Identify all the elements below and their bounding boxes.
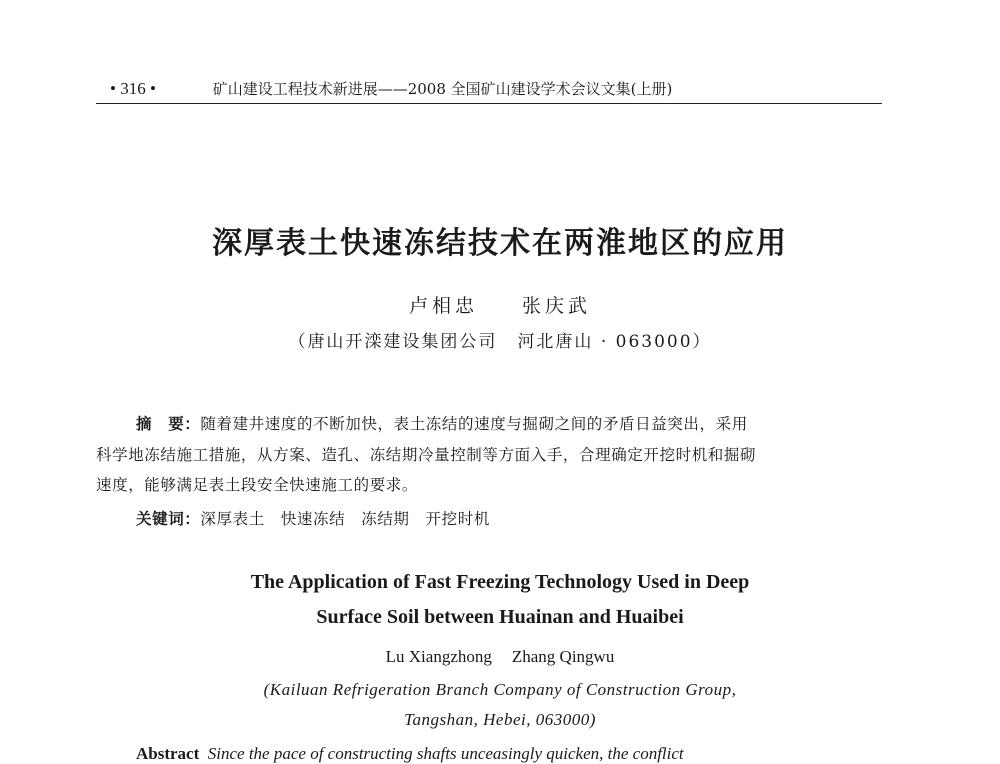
chinese-affiliation xyxy=(0,327,1000,352)
abstract-zh-line-1 xyxy=(136,412,748,434)
affiliation-org: 唐山开滦建设集团公司 xyxy=(307,332,498,352)
abstract-label: 摘 要： xyxy=(136,415,201,433)
abstract-zh-line-2: 科学地冻结施工措施，从方案、造孔、冻结期冷量控制等方面入手，合理确定开挖时机和掘砌 xyxy=(96,446,757,464)
abstract-en-text: Since the pace of constructing shafts unceasingly quicken, the conflict xyxy=(207,744,684,763)
keyword: 深厚表土 xyxy=(200,510,265,528)
keyword: 开挖时机 xyxy=(425,510,490,528)
english-title-line-2: Surface Soil between Huainan and Huaibei xyxy=(316,606,684,628)
paren-close: ） xyxy=(692,332,712,352)
affiliation-place: 河北唐山 · 063000 xyxy=(517,332,693,352)
header-rule xyxy=(96,103,882,104)
keyword: 冻结期 xyxy=(361,510,410,528)
english-abstract xyxy=(136,744,684,764)
keywords xyxy=(136,507,506,529)
english-authors xyxy=(0,647,1000,667)
book-title: 矿山建设工程技术新进展——2008 全国矿山建设学术会议文集(上册) xyxy=(212,80,673,98)
abstract-zh-line-3: 速度，能够满足表土段安全快速施工的要求。 xyxy=(96,476,419,494)
english-affiliation-line-2: Tangshan, Hebei, 063000) xyxy=(404,710,596,729)
author-name: Zhang Qingwu xyxy=(511,647,615,666)
abstract-text: 随着建井速度的不断加快，表土冻结的速度与掘砌之间的矛盾日益突出，采用 xyxy=(200,415,748,433)
keyword: 快速冻结 xyxy=(280,510,346,528)
abstract-en-label: Abstract xyxy=(136,744,200,763)
author-name: 张庆武 xyxy=(522,295,592,317)
keywords-label: 关键词： xyxy=(136,510,201,528)
paren-open: （ xyxy=(288,332,308,352)
chinese-title: 深厚表土快速冻结技术在两淮地区的应用 xyxy=(212,226,788,261)
running-head xyxy=(110,78,672,99)
page-number: • 316 • xyxy=(110,79,156,98)
english-title-line-1: The Application of Fast Freezing Technology Used in Deep xyxy=(250,571,750,593)
author-name: 卢相忠 xyxy=(408,295,478,317)
english-affiliation-line-1: (Kailuan Refrigeration Branch Company of Construction Group, xyxy=(263,680,737,699)
chinese-authors xyxy=(0,291,1000,318)
author-name: Lu Xiangzhong xyxy=(385,647,492,666)
